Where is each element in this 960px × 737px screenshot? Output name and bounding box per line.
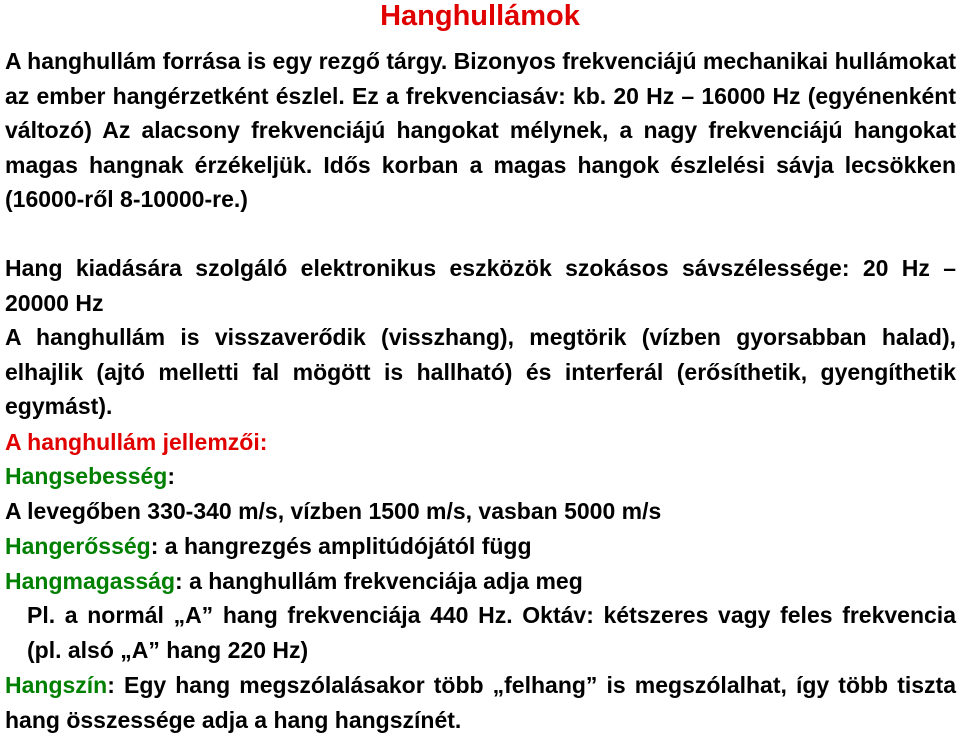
intro-paragraph-frequency: A hanghullám forrása is egy rezgő tárgy. Bizonyos frekvenciájú mechanikai hullámokat az ember hangérzetként észlel. Ez a frekvenciasáv: kb. 20 Hz – 16000 Hz (egyénenként változó) Az alacsony frekvenciájú hangokat mélynek, a nagy frekvenciájú hangokat magas hangnak érzékeljük. Idős korban a magas hangok észlelési sávja lecsökken (16000-ről 8-10000-re.) <box>5 48 956 212</box>
timbre-desc: : Egy hang megszólalásakor több „felhang” is megszólalhat, így több tiszta hang összessége adja a hang hangszínét. <box>5 672 956 733</box>
intro-paragraph-wave-phenomena: A hanghullám is visszaverődik (visszhang), megtörik (vízben gyorsabban halad), elhajlik (ajtó melletti fal mögött is hallható) és interferál (erősíthetik, gyengíthetik egymást). <box>5 324 956 419</box>
loudness-term: Hangerősség <box>5 533 151 559</box>
speed-value: A levegőben 330-340 m/s, vízben 1500 m/s, vasban 5000 m/s <box>5 498 662 524</box>
pitch-desc: : a hanghullám frekvenciája adja meg <box>175 568 583 594</box>
speed-colon: : <box>167 463 176 489</box>
pitch-term: Hangmagasság <box>5 568 176 594</box>
page-title: Hanghullámok <box>380 0 580 32</box>
speed-term: Hangsebesség <box>5 463 168 489</box>
timbre-paragraph <box>5 668 956 737</box>
intro-paragraph-bandwidth: Hang kiadására szolgáló elektronikus eszközök szokásos sávszélessége: 20 Hz – 20000 Hz <box>5 255 956 316</box>
pitch-line <box>5 564 956 599</box>
speed-term-line <box>5 459 956 494</box>
timbre-term: Hangszín <box>5 672 108 698</box>
loudness-line <box>5 529 956 564</box>
characteristics-heading: A hanghullám jellemzői: <box>5 429 268 455</box>
pitch-example: Pl. a normál „A” hang frekvenciája 440 Hz. Oktáv: kétszeres vagy feles frekvencia (pl. alsó „A” hang 220 Hz) <box>27 602 956 663</box>
loudness-desc: : a hangrezgés amplitúdójától függ <box>150 533 532 559</box>
